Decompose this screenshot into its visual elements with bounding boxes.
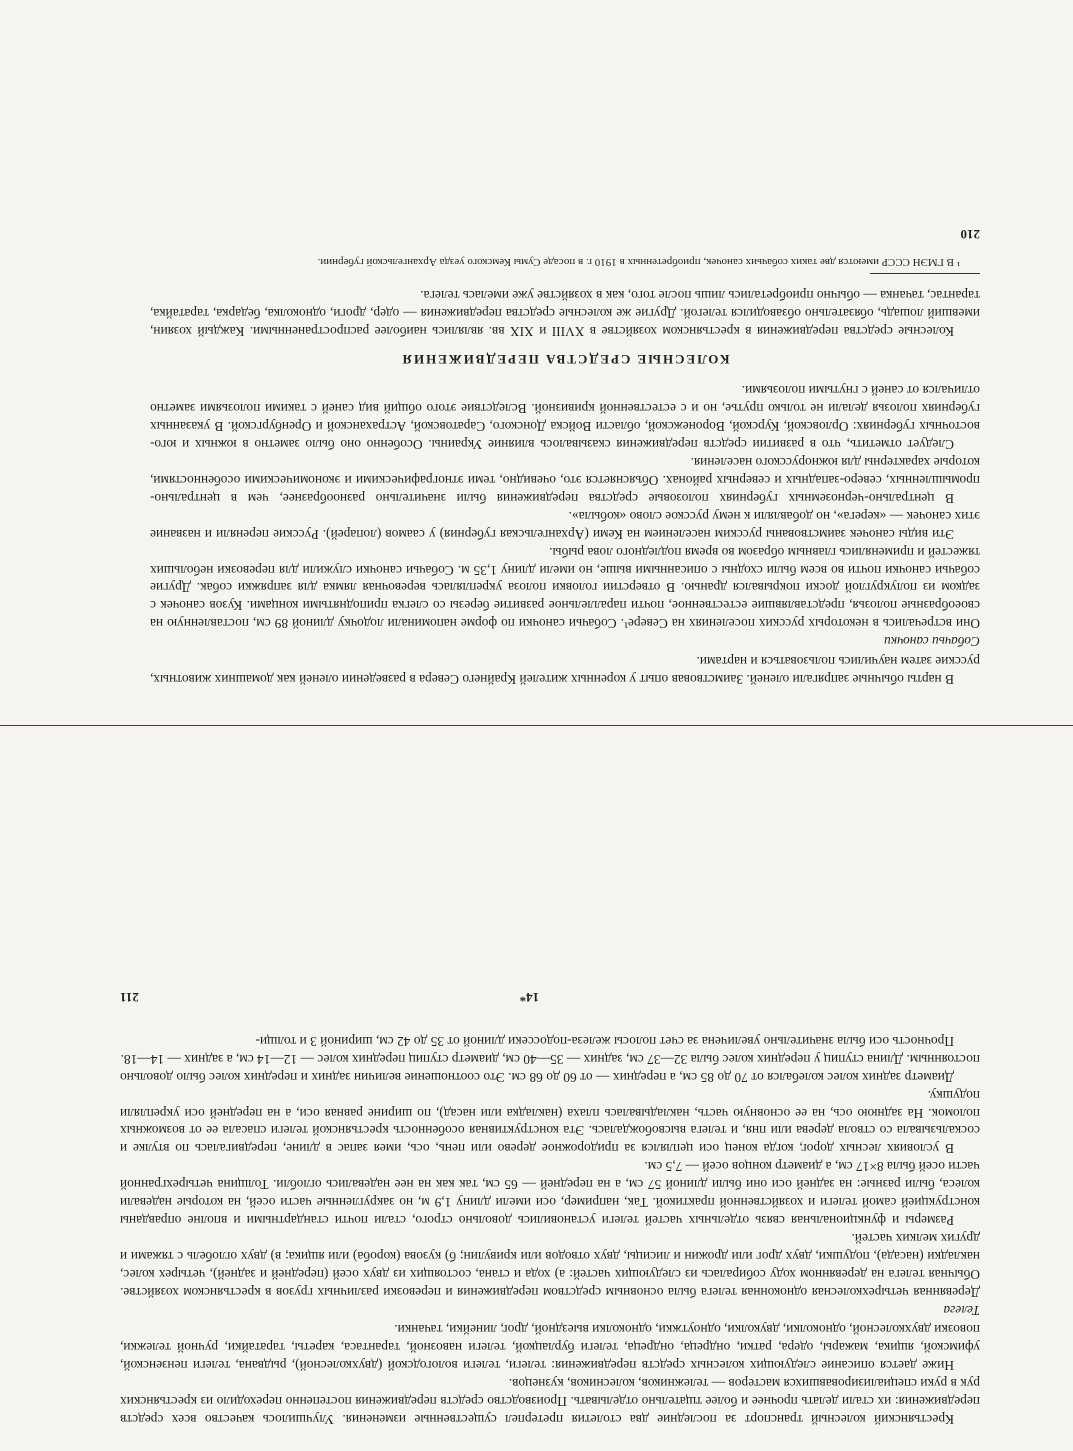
page-211-text-block — [120, 798, 980, 1428]
book-page-211 — [0, 726, 1073, 1451]
section-title-kolesnye: КОЛЕСНЫЕ СРЕДСТВА ПЕРЕДВИЖЕНИЯ — [400, 351, 730, 367]
book-page-210 — [0, 0, 1073, 725]
paragraph-lesnye: В условиях лесных дорог, когда конец оси цеплялся за придорожное дерево или пень, ось, имея запас в длине, передвигалась по втулке и соскальзывала со ствола дерева или пня, и телега высвобождалась. Эта конструктивная особенность крестьянской телеги спасала ее от возможных поломок. На заднюю ось, на ее основную часть, накладывалась плаха (накладка или насад), по ширине равная оси, а на передней оси укрепляли подушку. — [120, 1087, 980, 1157]
subheading-telega: Телега — [943, 1302, 980, 1318]
paragraph-ukraine: Следует отметить, что в развитии средств передвижения сказывалось влияние Украины. Особенно оно было заметно в южных и юго-восточных губерниях: Орловской, Курской, Воронежской, области Войска Донского, Саратовской, Астраханской и Оренбургской. В указанных губерниях полозья делали не только прутье, но и с естественной кривизной. Вследствие этого общий вид саней с такими полозьями заметно отличался от саней с гнутыми полозьями. — [150, 383, 980, 453]
paragraph-sobachi: Они встречались в некоторых русских поселениях на Севере¹. Собачьи саночки по форме напоминали лодочку длиной 89 см, поставленную на своеобразные полозья, представлявшие естественное, почти параллельное развитие березы со слегка приподнятыми концами. Кузов саночек с задком из полукруглой доски покрывался дранью. В отверстии головки полоза укреплялась веревочная лямка для запряжки собак. Другие собачьи саночки почти во всем были сходны с описанными выше, но имели длину 1,35 м. Собачьи саночки служили для перевозки небольших тяжестей и применялись главным образом во время подледного лова рыбы. — [150, 544, 980, 632]
paragraph-intro: В нарты обычные запрягали оленей. Заимствовав опыт у коренных жителей Крайнего Севера в разведении оленей как домашних животных, русские затем научились пользоваться и нартами. — [150, 654, 980, 687]
page-number: 211 — [120, 990, 139, 1006]
paragraph-diametr: Диаметр задних колес колебался от 70 до 85 см, а передних — от 60 до 68 см. Это соотношение величин задних и передних колес было довольно постоянным. Длина ступиц у передних колес была 32—37 см, задних — 35—40 см, диаметр ступиц передних колес — 12—14 см, а задних — 14—18. — [120, 1051, 980, 1085]
signature-mark: 14* — [519, 990, 540, 1006]
paragraph-telega: Деревянная четырехколесная одноконная телега была основным средством передвижения и перевозки различных грузов в крестьянском хозяйстве. Обычная телега на деревянном ходу собиралась из следующих частей: а) хода и стана, состоящих из двух осей (передней и задней), четырех колес, накладки (насада), подушки, двух дрог или дрожин и лисицы, двух отводов или кривулин; б) кузова (короба) или ящика; в) двух оглобель с тяжами и других мелких частей. — [120, 1230, 980, 1300]
page-number: 210 — [960, 226, 980, 242]
page-210-text-block — [150, 78, 980, 688]
paragraph-kemi: Эти виды саночек заимствованы русским населением на Кеми (Архангельская губерния) у саамов (лопарей). Русские переняли и название этих саночек — «керега», но добавляли к нему русское слово «кобыла». — [150, 508, 980, 542]
paragraph-list: Ниже дается описание следующих колесных средств передвижения: телеги, телеги вологодской (двухколесной), рыдвана, телеги пензенской, уфимской, ящика, мажары, одера, ратки, ондреца, ондреца, телеги бурлацкой, телеги навозной, тарантаса, кареты, таратайки, ручной тележки, повозки двухколесной, одноколки, двуколки, одноутжки, одноколки выездной, дрог, линейки, тачанки. — [120, 1322, 980, 1374]
page-footer — [120, 988, 980, 1018]
paragraph-prochnost: Прочность оси была значительно увеличена за счет полосы железа-подоссеки длиной от 35 до 42 см, шириной 3 и толщи- — [255, 1033, 954, 1049]
footer-spacer — [920, 988, 980, 1018]
paragraph-kolesnye: Колесные средства передвижения в крестьянском хозяйстве в XVIII и XIX вв. являлись наиболее распространенными. Каждый хозяин, имевший лошадь, обязательно обзаводился телегой. Другие же колесные средства передвижения — одер, дроги, одноколка, бедарка, таратайка, тарантас, тачанка — обычно приобретались лишь после того, как в хозяйстве уже имелась телега. — [150, 287, 980, 339]
paragraph-razmery: Размеры и функциональная связь отдельных частей телеги установились довольно строго, стали почти стандартными и вполне оправданы конструкцией самой телеги и хозяйственной практикой. Так, например, оси имели длину 1,9 м, но закругленные части осей, на которые надевали колеса, были разные: на задней оси они были длиной 57 см, а на передней — 65 см, так как на нее надевались оглобли. Толщина четырехгранной части осей была 8×17 см, а диаметр концов осей — 7,5 см. — [120, 1159, 980, 1229]
paragraph-central: В центрально-черноземных губерниях полозовые средства передвижения были значительно разнообразнее, чем в центрально-промышленных, северо-западных и северных районах. Объясняется это, очевидно, теми этнографическими и экономическими особенностями, которые характерны для южнорусского населения. — [150, 455, 980, 506]
footnote-rule — [870, 273, 980, 274]
footnote: ¹ В ГМЭН СССР имеются две таких собачьих саночек, приобретенных в 1910 г. в посаде Сумы Кемского уезда Архангельской губернии. — [317, 255, 960, 268]
paragraph-transport: Крестьянский колесный транспорт за последние два столетия претерпел существенные изменения. Улучшилось качество всех средств передвижения: их стали делать прочнее и более тщательно отделывать. Производство средств передвижения постепенно переходило из крестьянских рук в руки специализировавшихся мастеров — тележников, колесников, кузнецов. — [120, 1376, 980, 1427]
subheading-sobachi-sanochki: Собачьи саночки — [884, 634, 980, 650]
